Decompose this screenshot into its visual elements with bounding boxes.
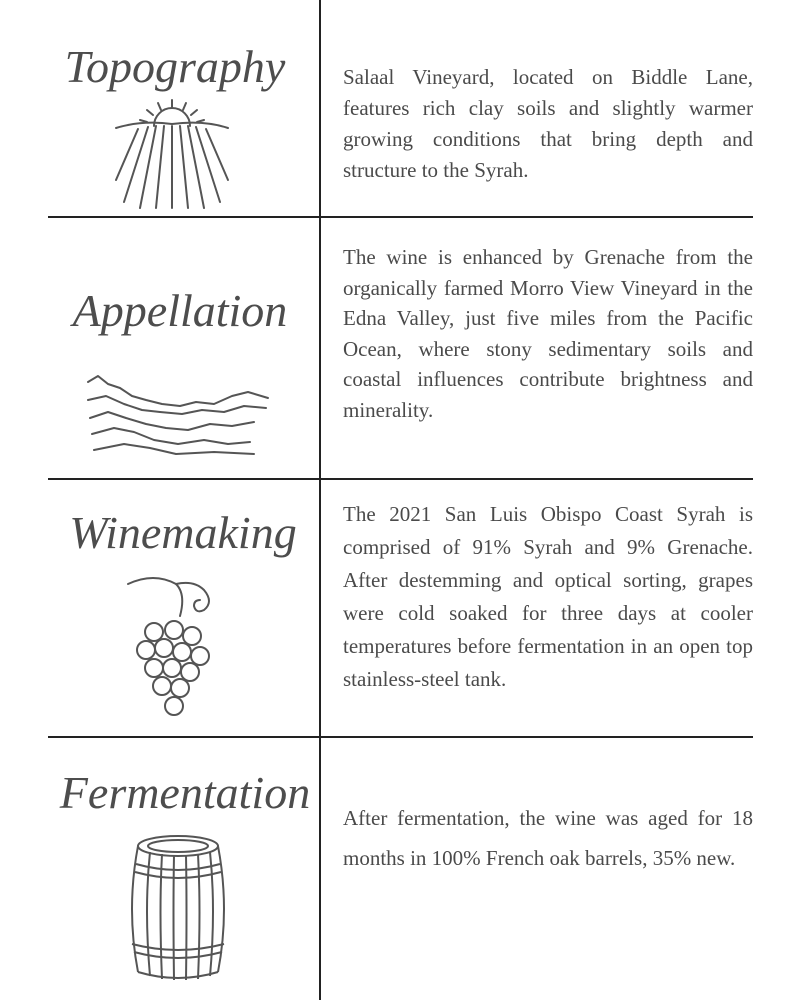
vertical-divider <box>319 0 321 1000</box>
section-heading-topography: Topography <box>64 41 286 92</box>
mountain-ridges-icon <box>84 374 274 458</box>
horizontal-divider-1 <box>48 216 753 218</box>
section-heading-appellation: Appellation <box>72 285 288 336</box>
grape-cluster-icon <box>124 576 220 718</box>
section-heading-fermentation: Fermentation <box>59 767 311 818</box>
section-text-topography: Salaal Vineyard, located on Biddle Lane, features rich clay soils and slightly warmer growing conditions that bring depth and structure to the Syrah. <box>343 65 753 182</box>
horizontal-divider-2 <box>48 478 753 480</box>
sunrise-vineyard-icon <box>112 98 232 210</box>
section-text-fermentation: After fermentation, the wine was aged for 18 months in 100% French oak barrels, 35% new. <box>343 806 753 870</box>
section-text-winemaking: The 2021 San Luis Obispo Coast Syrah is comprised of 91% Syrah and 9% Grenache. After destemming and optical sorting, grapes were cold soaked for three days at cooler temperatures before fermentation in an open top stainless-steel tank. <box>343 502 753 691</box>
section-text-appellation: The wine is enhanced by Grenache from the organically farmed Morro View Vineyard in the Edna Valley, just five miles from the Pacific Ocean, where stony sedimentary soils and coastal influences contribute brightness and minerality. <box>343 245 753 422</box>
section-heading-winemaking: Winemaking <box>69 507 297 558</box>
oak-barrel-icon <box>126 834 230 984</box>
horizontal-divider-3 <box>48 736 753 738</box>
